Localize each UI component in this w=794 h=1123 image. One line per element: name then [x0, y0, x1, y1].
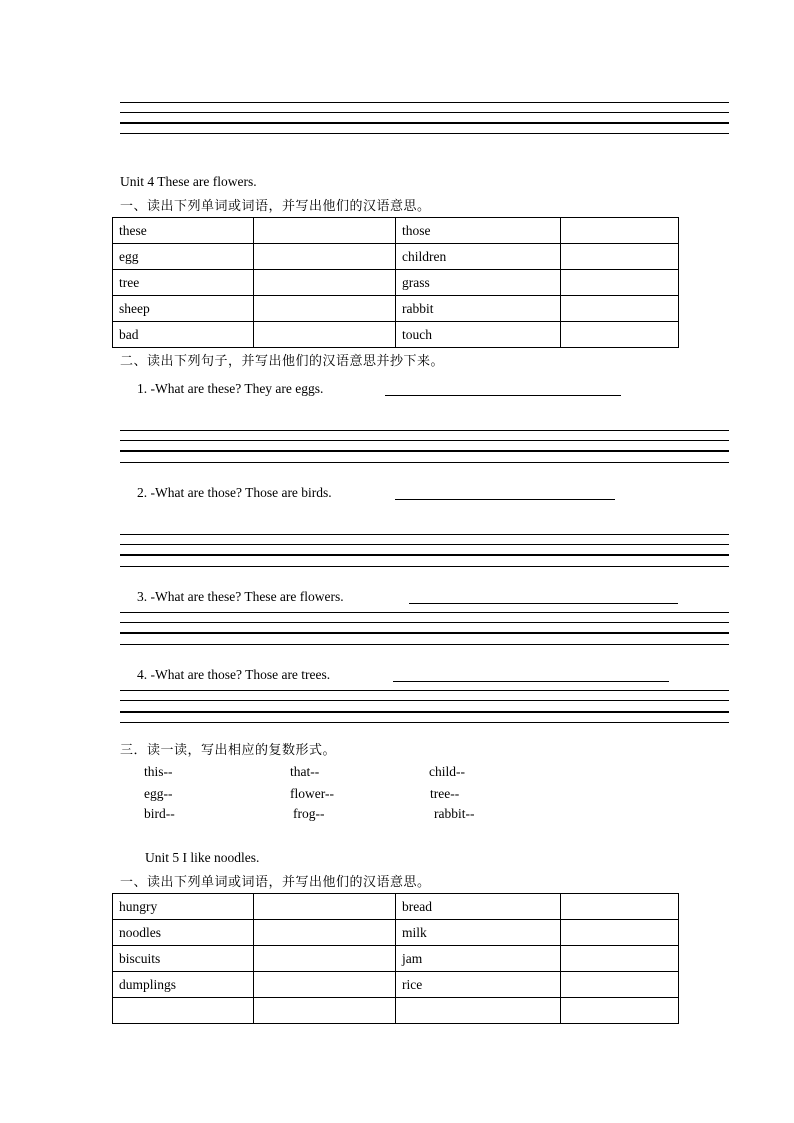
word-cell: biscuits [113, 946, 254, 972]
writing-line [120, 690, 729, 691]
answer-blank-2[interactable] [395, 499, 615, 500]
plural-item: that-- [290, 764, 320, 779]
unit4-section1-heading: 一、读出下列单词或词语，并写出他们的汉语意思。 [120, 199, 431, 214]
word-cell[interactable] [113, 998, 254, 1024]
plural-item: child-- [429, 764, 465, 779]
answer-blank-1[interactable] [385, 395, 621, 396]
word-cell: sheep [113, 296, 254, 322]
writing-line [120, 462, 729, 463]
word-cell: these [113, 218, 254, 244]
table-row [113, 218, 679, 244]
writing-line [120, 622, 729, 623]
writing-line [120, 102, 729, 103]
table-row [113, 972, 679, 998]
unit4-section2-heading: 二、读出下列句子，并写出他们的汉语意思并抄下来。 [120, 354, 445, 369]
answer-cell[interactable] [254, 972, 396, 998]
plural-item: tree-- [430, 786, 460, 801]
answer-cell[interactable] [254, 946, 396, 972]
table-row [113, 946, 679, 972]
writing-line [120, 612, 729, 613]
word-cell: rabbit [396, 296, 561, 322]
answer-cell[interactable] [254, 244, 396, 270]
answer-cell[interactable] [561, 296, 679, 322]
answer-cell[interactable] [561, 998, 679, 1024]
word-cell: bad [113, 322, 254, 348]
word-cell: bread [396, 894, 561, 920]
plural-item: rabbit-- [434, 806, 475, 821]
writing-line [120, 534, 729, 535]
unit4-section3-heading: 三．读一读，写出相应的复数形式。 [120, 743, 337, 758]
answer-cell[interactable] [254, 322, 396, 348]
sentence-4: 4. -What are those? Those are trees. [137, 667, 331, 682]
answer-cell[interactable] [254, 218, 396, 244]
word-cell: hungry [113, 894, 254, 920]
answer-cell[interactable] [561, 946, 679, 972]
writing-line [120, 440, 729, 441]
sentence-1: 1. -What are these? They are eggs. [137, 381, 324, 396]
unit4-vocab-table [112, 217, 679, 348]
writing-line [120, 544, 729, 545]
answer-blank-3[interactable] [409, 603, 678, 604]
word-cell: children [396, 244, 561, 270]
unit5-vocab-table [112, 893, 679, 1024]
word-cell: grass [396, 270, 561, 296]
writing-line [120, 450, 729, 452]
word-cell: egg [113, 244, 254, 270]
table-row [113, 270, 679, 296]
word-cell: dumplings [113, 972, 254, 998]
word-cell: milk [396, 920, 561, 946]
word-cell: touch [396, 322, 561, 348]
writing-line [120, 133, 729, 134]
word-cell: noodles [113, 920, 254, 946]
plural-item: flower-- [290, 786, 334, 801]
answer-cell[interactable] [254, 296, 396, 322]
answer-blank-4[interactable] [393, 681, 669, 682]
writing-line [120, 700, 729, 701]
sentence-3: 3. -What are these? These are flowers. [137, 589, 344, 604]
table-row [113, 322, 679, 348]
answer-cell[interactable] [254, 270, 396, 296]
unit5-title: Unit 5 I like noodles. [145, 850, 260, 865]
writing-line [120, 644, 729, 645]
plural-item: this-- [144, 764, 173, 779]
plural-item: bird-- [144, 806, 175, 821]
writing-line [120, 566, 729, 567]
word-cell: rice [396, 972, 561, 998]
answer-cell[interactable] [254, 894, 396, 920]
writing-line [120, 722, 729, 723]
answer-cell[interactable] [561, 244, 679, 270]
table-row [113, 244, 679, 270]
unit5-section1-heading: 一、读出下列单词或词语，并写出他们的汉语意思。 [120, 875, 431, 890]
answer-cell[interactable] [561, 894, 679, 920]
writing-line [120, 122, 729, 124]
answer-cell[interactable] [561, 920, 679, 946]
word-cell: those [396, 218, 561, 244]
table-row [113, 920, 679, 946]
answer-cell[interactable] [254, 920, 396, 946]
sentence-2: 2. -What are those? Those are birds. [137, 485, 332, 500]
answer-cell[interactable] [561, 322, 679, 348]
writing-line [120, 632, 729, 634]
answer-cell[interactable] [561, 270, 679, 296]
writing-line [120, 711, 729, 713]
word-cell: jam [396, 946, 561, 972]
table-row [113, 296, 679, 322]
answer-cell[interactable] [254, 998, 396, 1024]
answer-cell[interactable] [561, 218, 679, 244]
writing-line [120, 554, 729, 556]
word-cell: tree [113, 270, 254, 296]
answer-cell[interactable] [561, 972, 679, 998]
word-cell[interactable] [396, 998, 561, 1024]
writing-line [120, 430, 729, 431]
table-row [113, 998, 679, 1024]
plural-item: egg-- [144, 786, 173, 801]
unit4-title: Unit 4 These are flowers. [120, 174, 257, 189]
plural-item: frog-- [293, 806, 325, 821]
table-row [113, 894, 679, 920]
writing-line [120, 112, 729, 113]
